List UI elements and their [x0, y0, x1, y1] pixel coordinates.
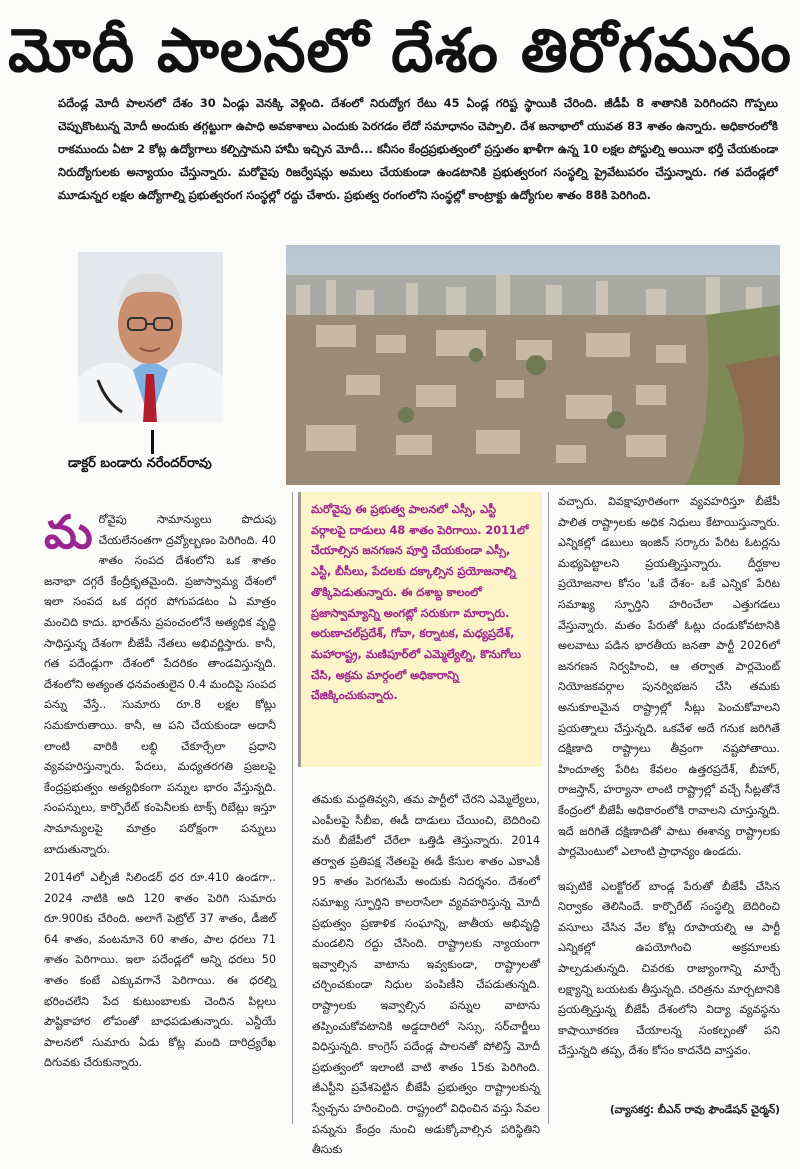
author-byline: డాక్టర్ బండారు నరేందర్‌రావు — [68, 456, 212, 471]
byline-rule — [151, 430, 154, 454]
col1-paragraph-1 — [44, 505, 276, 860]
col2-paragraph: తమకు మద్దతివ్వని, తమ పార్టీలో చేరని ఎమ్మెల్యేలు, ఎంపీలపై సీబీఐ, ఈడీ దాడులు చేయించి, బెదిరించి మరీ బీజేపీలో చేరేలా ఒత్తిడి తెస్తున్నారు. 2014 తర్వాత ప్రతిపక్ష నేతలపై ఈడీ కేసుల శాతం ఎకాఎకీ 95 శాతం పెరగటమే అందుకు నిదర్శనం. దేశంలో సమాఖ్య స్ఫూర్తిని కాలరాసేలా వ్యవహరిస్తున్న మోదీ ప్రభుత్వం ప్రణాళిక సంఘాన్ని, జాతీయ అభివృద్ధి మండలిని రద్దు చేసింది. రాష్ట్రాలకు న్యాయంగా ఇవ్వాల్సిన వాటాను ఇవ్వకుండా, రాష్ట్రాలతో చర్చించకుండా నిధుల పంపిణీని చేపడుతున్నది. రాష్ట్రాలకు ఇవ్వాల్సిన పన్నుల వాటాను తప్పించుకోవటానికి అడ్డదారిలో సెస్సు, సర్‌చార్జీలు విధిస్తున్నది. కాంగ్రెస్ పదేండ్ల పాలనతో పోలిస్తే మోదీ ప్రభుత్వంలో ఇలాంటి వాటి శాతం 15కు పెరిగింది. జీఎస్టీని ప్రవేశపెట్టిన బీజేపీ ప్రభుత్వం రాష్ట్రాలకున్న స్వేచ్ఛను హరించింది. రాష్ట్రంలో విధించిన వస్తు సేవల పన్నును కేంద్రం నుంచి అడుక్కోవాల్సిన పరిస్థితిని తీసుకు — [312, 793, 540, 1157]
col3-paragraph-1: వచ్చారు. వివక్షాపూరితంగా వ్యవహరిస్తూ బీజేపీ పాలిత రాష్ట్రాలకు అధిక నిధులు కేటాయిస్తున్నారు. ఎన్నికల్లో డబులు ఇంజిన్ సర్కారు పేరిట ఓటర్లను మభ్యపెట్టాలని ప్రయత్నిస్తున్నారు. దీర్ఘకాల ప్రయోజనాల కోసం 'ఒకే దేశం- ఒకే ఎన్నిక' పేరిట సమాఖ్య స్ఫూర్తిని హరించేలా ఎత్తుగడలు వేస్తున్నారు. మతం పేరుతో ఓట్లు దండుకోవటానికి అలవాటు పడిన భారతీయ జనతా పార్టీ 2026లో జనగణన నిర్వహించి, ఆ తర్వాత పార్లమెంట్ నియోజకవర్గాల పునర్విభజన చేసి తమకు అనుకూలమైన రాష్ట్రాల్లో సీట్లు పెంచుకోవాలని ప్రయత్నాలు చేస్తున్నది. ఒకవేళ అదే గనుక జరిగితే దక్షిణాది రాష్ట్రాలు తీవ్రంగా నష్టపోతాయి. హిందూత్వ పేరిట కేవలం ఉత్తరప్రదేశ్, బీహార్, రాజస్తాన్, హర్యానా లాంటి రాష్ట్రాల్లో వచ్చే సీట్లతోనే కేంద్రంలో బీజేపీ అధికారంలోకి రావాలని చూస్తున్నది. ఇదే జరిగితే దక్షిణాదితో పాటు ఈశాన్య రాష్ట్రాలకు పార్లమెంటులో ఎలాంటి ప్రాధాన్యం ఉండదు. — [558, 495, 780, 859]
column-3 — [558, 492, 780, 1070]
intro-paragraph: పదేండ్ల మోదీ పాలనలో దేశం 30 ఏండ్లు వెనక్కి వెళ్లింది. దేశంలో నిరుద్యోగ రేటు 45 ఏండ్ల గరిష్ట స్థాయికి చేరింది. జీడీపీ 8 శాతానికి పెరిగిందని గొప్పలు చెప్పుకొంటున్న మోదీ అందుకు తగ్గట్టుగా ఉపాధి అవకాశాలు ఎందుకు పెరగడం లేదో సమాధానం చెప్పాలి. దేశ జనాభాలో యువత 83 శాతం ఉన్నారు. అధికారంలోకి రాకముందు ఏటా 2 కోట్ల ఉద్యోగాలు కల్పిస్తామని హామీ ఇచ్చిన మోదీ... కనీసం కేంద్రప్రభుత్వంలో ప్రస్తుతం ఖాళీగా ఉన్న 10 లక్షల పోస్టుల్ని అయినా భర్తీ చేయకుండా నిరుద్యోగులకు అన్యాయం చేస్తున్నారు. మరోవైపు రిజర్వేషన్లు అమలు చేయకుండా ఉండటానికి ప్రభుత్వరంగ సంస్థల్ని ప్రైవేటుపరం చేస్తున్నారు. గత పదేండ్లలో మూడున్నర లక్షల ఉద్యోగాల్ని ప్రభుత్వరంగ సంస్థల్లో రద్దు చేశారు. ప్రభుత్వ రంగంలోని సంస్థల్లో కాంట్రాక్టు ఉద్యోగుల శాతం 88కి పెరిగింది. — [58, 96, 778, 202]
author-credit: (వ్యాసకర్త: బీఎన్ రావు ఫౌండేషన్ చైర్మన్) — [609, 1104, 780, 1116]
col1-paragraph-2: 2014లో ఎల్పీజీ సిలిండర్ ధర రూ.410 ఉండగా.. 2024 నాటికి అది 120 శాతం పెరిగి సుమారు రూ.900కు చేరింది. అలాగే పెట్రోల్ 37 శాతం, డీజిల్ 64 శాతం, వంటనూనె 60 శాతం, పాల ధరలు 71 శాతం పెరిగాయి. ఇలా పదేండ్లలో అన్ని ధరలు 50 శాతం కంటే ఎక్కువగానే పెరిగాయి. ఈ ధరల్ని భరించలేని పేద కుటుంబాలకు చెందిన పిల్లలు పౌష్టికాహార లోపంతో బాధపడుతున్నారు. ఎన్డీయే పాలనలో సుమారు ఏడు కోట్ల మంది దారిద్ర్యరేఖ దిగువకు చేరుకున్నారు. — [44, 871, 276, 1070]
col3-paragraph-2: ఇప్పటికే ఎలక్టోరల్ బాండ్ల పేరుతో బీజేపీ చేసిన నిర్వాకం తెలిసిందే. కార్పొరేట్ సంస్థల్ని బెదిరించి వసూలు చేసిన వేల కోట్ల రూపాయల్ని ఆ పార్టీ ఎన్నికల్లో ఉపయోగించి అక్రమాలకు పాల్పడుతున్నది. చివరకు రాజ్యాంగాన్ని మార్చే లక్ష్యాన్ని బయటకు తీస్తున్నది. చరిత్రను మార్చటానికి ప్రయత్నిస్తున్న బీజేపీ దేశంలోని విద్యా వ్యవస్థను కాషాయీకరణ చేయాలన్న సంకల్పంతో పని చేస్తున్నది తప్ప, దేశం కోసం కాదనేది వాస్తవం. — [558, 879, 780, 1058]
headline: మోదీ పాలనలో దేశం తిరోగమనం — [8, 16, 792, 86]
column-1 — [44, 505, 276, 1082]
column-divider-2 — [548, 492, 549, 1124]
column-divider-1 — [292, 492, 293, 1124]
col1-text-1: రోవైపు సామాన్యులు పొదుపు చేయలేనంతగా ద్రవ్యోల్బణం పెరిగింది. 40 శాతం సంపద దేశంలోని ఒక శాతం జనాభా దగ్గరే కేంద్రీకృతమైంది. ప్రజాస్వామ్య దేశంలో ఇలా సంపద ఒక దగ్గర పోగుపడటం ఏ మాత్రం మంచిది కాదు. భారత్‌ను ప్రపంచంలోనే అత్యధిక వృద్ధి సాధిస్తున్న దేశంగా బీజేపీ నేతలు అభివర్ణిస్తారు. కానీ, గత పదేండ్లుగా దేశంలో పేదరికం తాండవిస్తున్నది. దేశంలోని అత్యంత ధనవంతులైన 0.4 మందిపై సంపద పన్ను వేస్తే.. సుమారు రూ.8 లక్షల కోట్లు సమకూరుతాయి. కానీ, ఆ పని చేయకుండా అదానీ లాంటి వారికి లబ్ధి చేకూర్చేలా ప్రధాని వ్యవహరిస్తున్నారు. పేదలు, మధ్యతరగతి ప్రజలపై కేంద్రప్రభుత్వం అత్యధికంగా పన్నుల భారం వేస్తున్నది. సంపన్నులు, కార్పొరేట్ కంపెనీలకు టాక్స్ రిబేట్లు ఇస్తూ సామాన్యులపై మాత్రం పరోక్షంగా పన్నులు బాదుతున్నారు. — [44, 513, 276, 856]
author-photo — [78, 252, 223, 422]
column-2 — [312, 790, 540, 1169]
pull-quote: మరోవైపు ఈ ప్రభుత్వ పాలనలో ఎస్సీ, ఎస్టీ వర్గాలపై దాడులు 48 శాతం పెరిగాయి. 2011లో చేయాల్సిన జనగణన పూర్తి చేయకుండా ఎస్సీ, ఎస్టీ, బీసీలు, పేదలకు దక్కాల్సిన ప్రయోజనాల్ని తొక్కిపెడుతున్నారు. ఈ దశాబ్ద కాలంలో ప్రజాస్వామ్యాన్ని అంగట్లో సరుకుగా మార్చారు. అరుణాచల్‌ప్రదేశ్, గోవా, కర్నాటక, మధ్యప్రదేశ్, మహారాష్ట్ర, మణిపూర్‌లో ఎమ్మెల్యేల్ని, కొనుగోలు చేసి, అక్రమ మార్గంలో అధికారాన్ని చేజిక్కించుకున్నారు. — [298, 492, 542, 767]
drop-cap: మ — [44, 505, 93, 559]
city-slum-photo — [286, 245, 780, 485]
